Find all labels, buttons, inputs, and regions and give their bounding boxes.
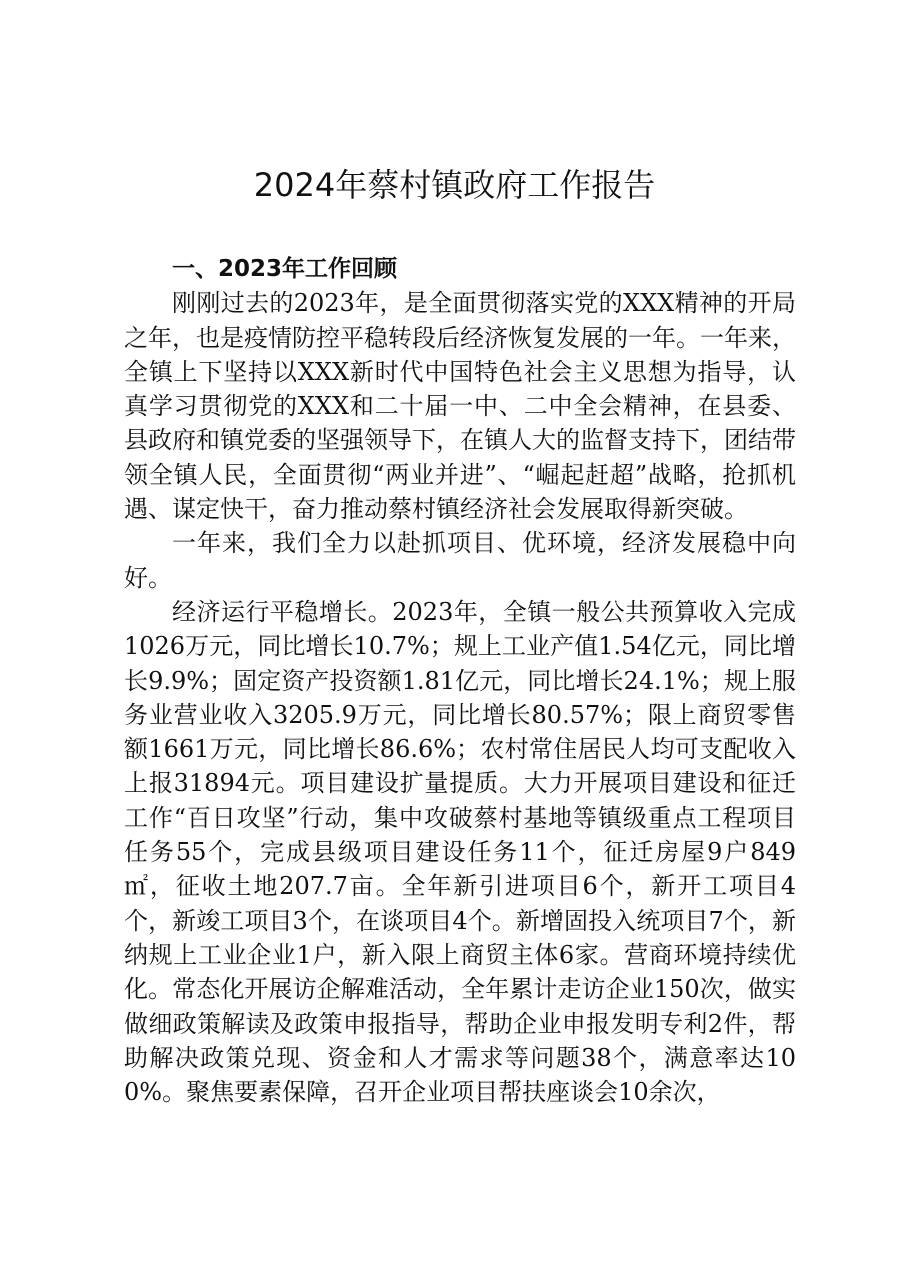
- paragraph-summary: 一年来，我们全力以赴抓项目、优环境，经济发展稳中向好。: [124, 529, 796, 592]
- section-heading: 一、2023年工作回顾: [172, 256, 398, 282]
- document-title: 2024年蔡村镇政府工作报告: [253, 166, 656, 204]
- document-body: [124, 252, 796, 1109]
- paragraph-economy: 经济运行平稳增长。2023年，全镇一般公共预算收入完成1026万元，同比增长10.7%；规上工业产值1.54亿元，同比增长9.9%；固定资产投资额1.81亿元，同比增长24.1%；规上服务业营业收入3205.9万元，同比增长80.57%；限上商贸零售额1661万元，同比增长86.6%；农村常住居民人均可支配收入上报31894元。项目建设扩量提质。大力开展项目建设和征迁工作“百日攻坚”行动，集中攻破蔡村基地等镇级重点工程项目任务55个，完成县级项目建设任务11个，征迁房屋9户849㎡，征收土地207.7亩。全年新引进项目6个，新开工项目4个，新竣工项目3个，在谈项目4个。新增固投入统项目7个，新纳规上工业企业1户，新入限上商贸主体6家。营商环境持续优化。常态化开展访企解难活动，全年累计走访企业150次，做实做细政策解读及政策申报指导，帮助企业申报发明专利2件，帮助解决政策兑现、资金和人才需求等问题38个，满意率达100%。聚焦要素保障，召开企业项目帮扶座谈会10余次，: [124, 597, 796, 1107]
- paragraph-intro: 刚刚过去的2023年，是全面贯彻落实党的XXX精神的开局之年，也是疫情防控平稳转段后经济恢复发展的一年。一年来，全镇上下坚持以XXX新时代中国特色社会主义思想为指导，认真学习贯彻党的XXX和二十届一中、二中全会精神，在县委、县政府和镇党委的坚强领导下，在镇人大的监督支持下，团结带领全镇人民，全面贯彻“两业并进”、“崛起赶超”战略，抢抓机遇、谋定快干，奋力推动蔡村镇经济社会发展取得新突破。: [124, 289, 796, 524]
